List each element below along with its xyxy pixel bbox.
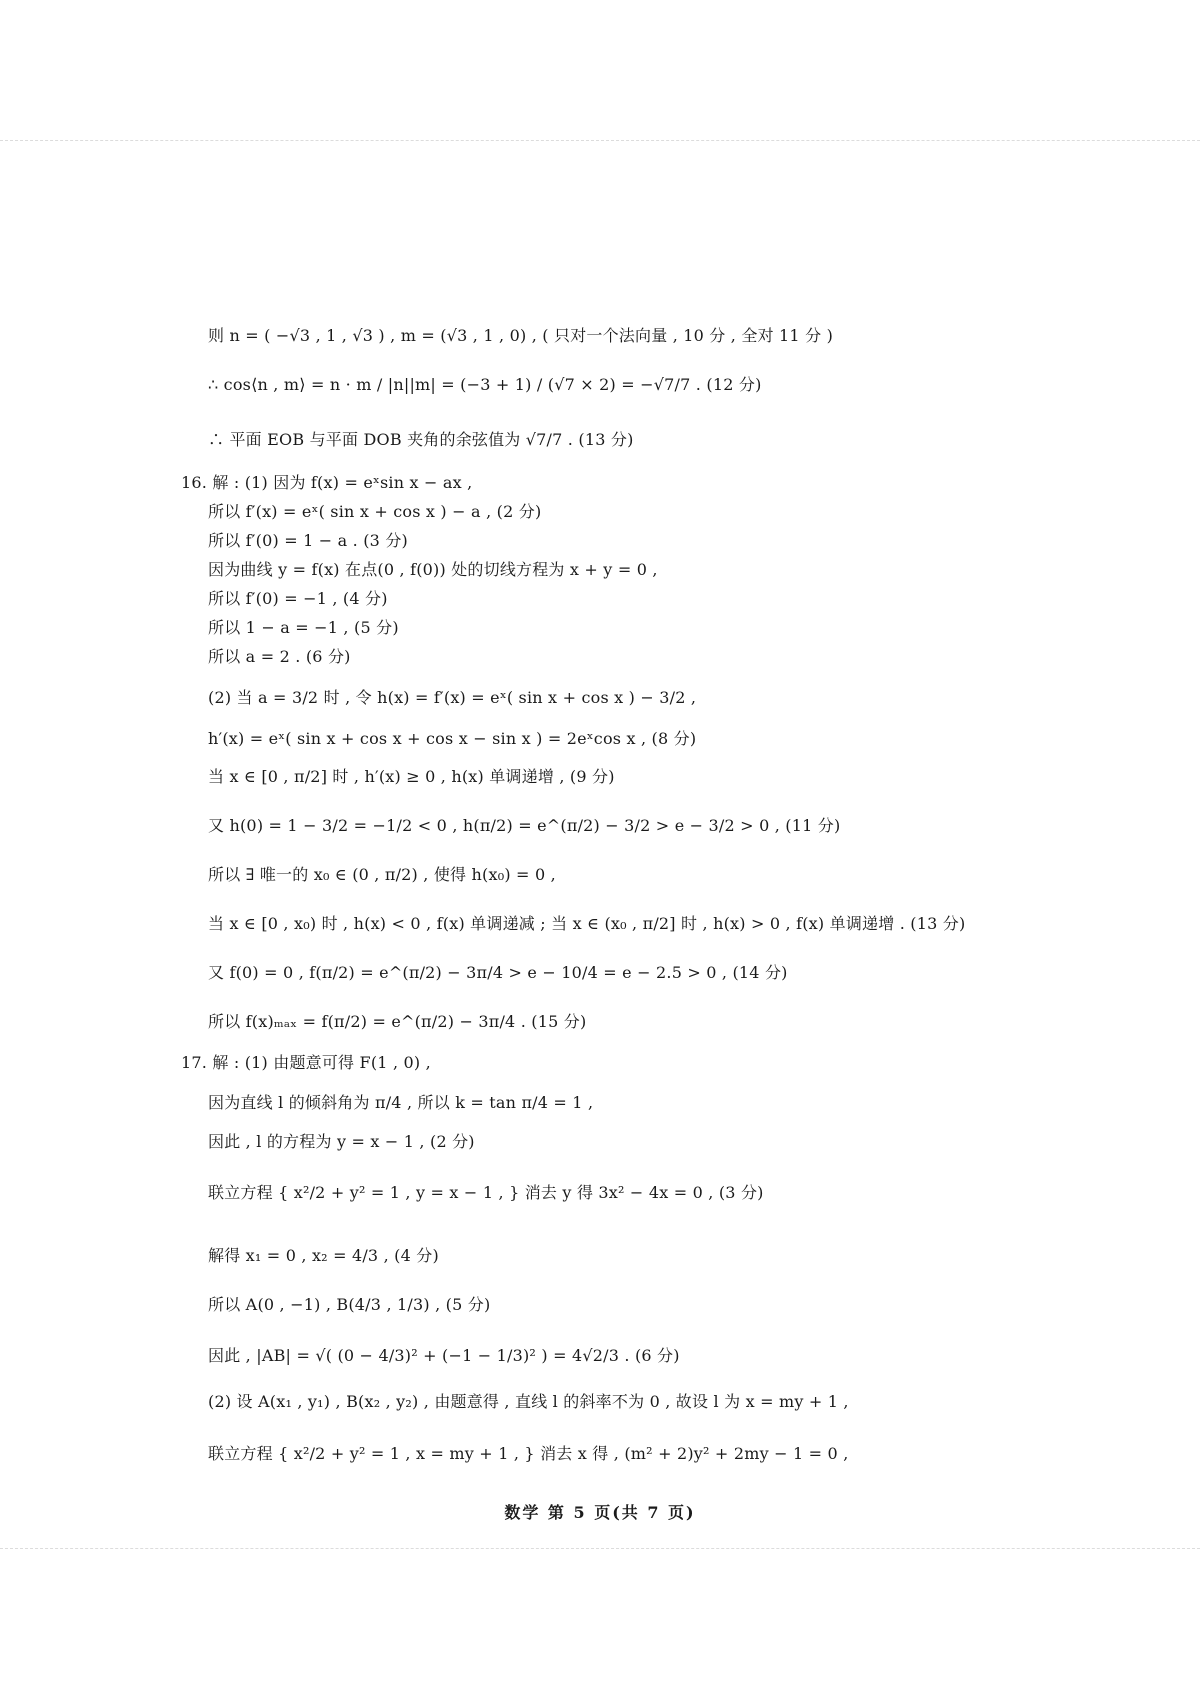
problem-17-heading: 17. 解 : (1) 由题意可得 F(1 , 0) , <box>181 1053 431 1072</box>
text-line: 联立方程 { x²/2 + y² = 1 , x = my + 1 , } 消去 x 得 , (m² + 2)y² + 2my − 1 = 0 , <box>208 1444 849 1463</box>
text-line: 联立方程 { x²/2 + y² = 1 , y = x − 1 , } 消去 y 得 3x² − 4x = 0 , (3 分) <box>208 1183 764 1202</box>
text-line: 因此 , l 的方程为 y = x − 1 , (2 分) <box>208 1132 475 1151</box>
text-line: 所以 A(0 , −1) , B(4/3 , 1/3) , (5 分) <box>208 1295 491 1314</box>
text-line: 所以 f′(0) = −1 , (4 分) <box>208 589 388 608</box>
text-line: 当 x ∈ [0 , π/2] 时 , h′(x) ≥ 0 , h(x) 单调递增 , (9 分) <box>208 767 615 786</box>
text-line: 因为直线 l 的倾斜角为 π/4 , 所以 k = tan π/4 = 1 , <box>208 1093 594 1112</box>
text-line: 则 n = ( −√3 , 1 , √3 ) , m = (√3 , 1 , 0) , ( 只对一个法向量 , 10 分 , 全对 11 分 ) <box>208 326 834 345</box>
bottom-divider <box>0 1548 1200 1549</box>
text-line: (2) 当 a = 3/2 时 , 令 h(x) = f′(x) = eˣ( sin x + cos x ) − 3/2 , <box>208 688 697 707</box>
text-line: 所以 1 − a = −1 , (5 分) <box>208 618 399 637</box>
text-line: 因此 , |AB| = √( (0 − 4/3)² + (−1 − 1/3)² ) = 4√2/3 . (6 分) <box>208 1346 680 1365</box>
text-line: 所以 f′(0) = 1 − a . (3 分) <box>208 531 408 550</box>
page-footer: 数学 第 5 页(共 7 页) <box>504 1503 696 1522</box>
text-line: 所以 f′(x) = eˣ( sin x + cos x ) − a , (2 分) <box>208 502 542 521</box>
text-line: h′(x) = eˣ( sin x + cos x + cos x − sin x ) = 2eˣcos x , (8 分) <box>208 729 697 748</box>
text-line: 又 f(0) = 0 , f(π/2) = e^(π/2) − 3π/4 > e − 10/4 = e − 2.5 > 0 , (14 分) <box>208 963 788 982</box>
text-line: 又 h(0) = 1 − 3/2 = −1/2 < 0 , h(π/2) = e^(π/2) − 3/2 > e − 3/2 > 0 , (11 分) <box>208 816 841 835</box>
top-divider <box>0 140 1200 141</box>
text-line: 所以 f(x)ₘₐₓ = f(π/2) = e^(π/2) − 3π/4 . (15 分) <box>208 1012 587 1031</box>
text-line: 当 x ∈ [0 , x₀) 时 , h(x) < 0 , f(x) 单调递减 ; 当 x ∈ (x₀ , π/2] 时 , h(x) > 0 , f(x) 单调递增 . (13 分) <box>208 914 966 933</box>
text-line: 所以 a = 2 . (6 分) <box>208 647 351 666</box>
problem-16-heading: 16. 解 : (1) 因为 f(x) = eˣsin x − ax , <box>181 473 473 492</box>
text-line: (2) 设 A(x₁ , y₁) , B(x₂ , y₂) , 由题意得 , 直线 l 的斜率不为 0 , 故设 l 为 x = my + 1 , <box>208 1392 849 1411</box>
text-line: 解得 x₁ = 0 , x₂ = 4/3 , (4 分) <box>208 1246 439 1265</box>
text-line: ∴ cos⟨n , m⟩ = n · m / |n||m| = (−3 + 1) / (√7 × 2) = −√7/7 . (12 分) <box>208 375 762 394</box>
text-line: ∴ 平面 EOB 与平面 DOB 夹角的余弦值为 √7/7 . (13 分) <box>208 430 634 449</box>
text-line: 所以 ∃ 唯一的 x₀ ∈ (0 , π/2) , 使得 h(x₀) = 0 , <box>208 865 556 884</box>
text-line: 因为曲线 y = f(x) 在点(0 , f(0)) 处的切线方程为 x + y = 0 , <box>208 560 658 579</box>
